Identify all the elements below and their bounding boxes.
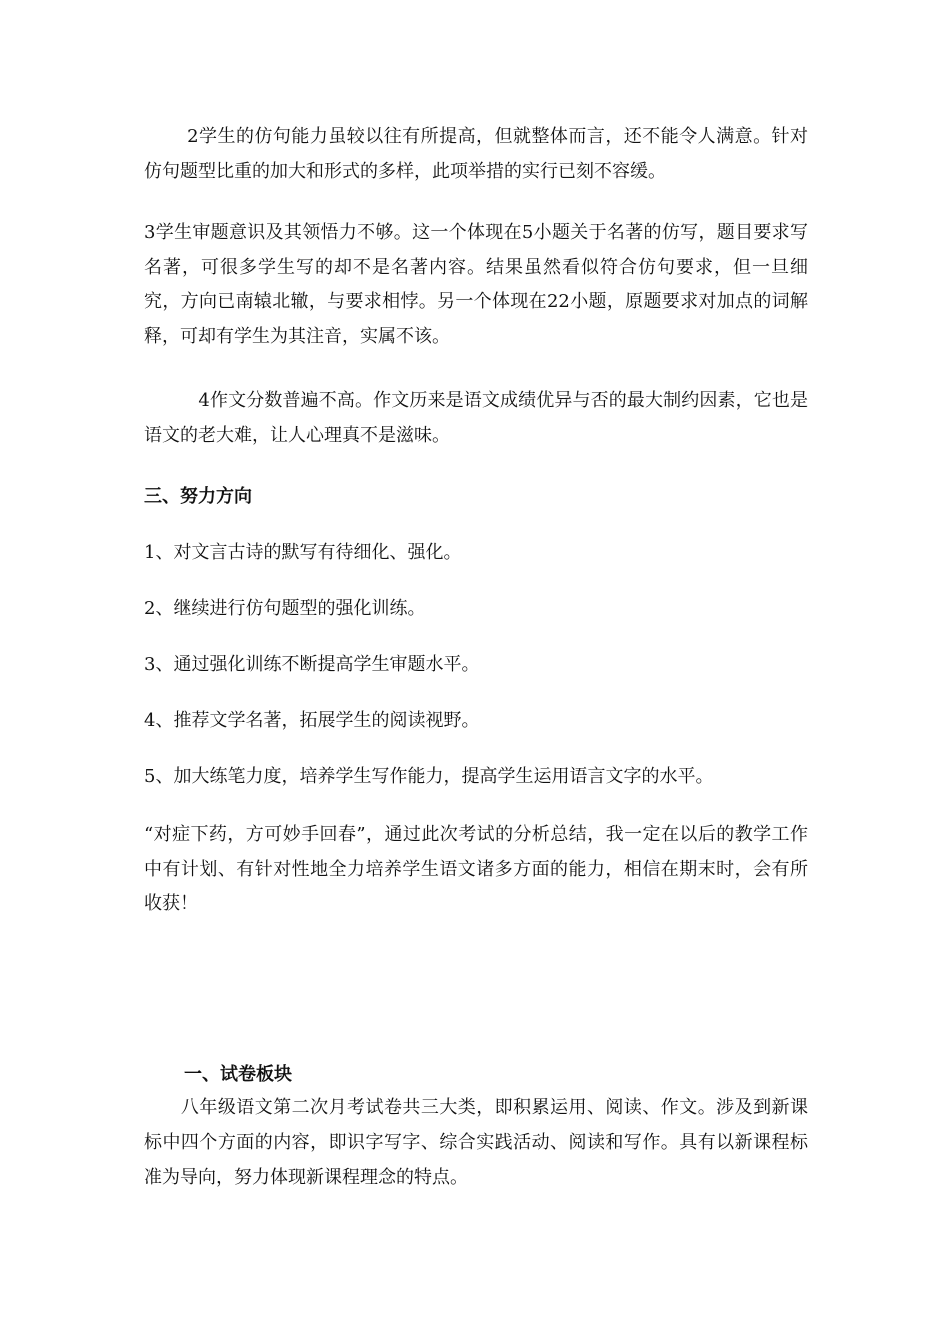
list-item: 3、通过强化训练不断提高学生审题水平。 bbox=[144, 654, 480, 675]
paragraph-imitation-ability: 2学生的仿句能力虽较以往有所提高，但就整体而言，还不能令人满意。针对仿句题型比重的加大和形式的多样，此项举措的实行已刻不容缓。 bbox=[144, 126, 808, 182]
list-item: 2、继续进行仿句题型的强化训练。 bbox=[144, 598, 426, 619]
paragraph-composition-scores: 4作文分数普遍不高。作文历来是语文成绩优异与否的最大制约因素，它也是语文的老大难，让人心理真不是滋味。 bbox=[144, 390, 808, 446]
list-item: 1、对文言古诗的默写有待细化、强化。 bbox=[144, 542, 462, 563]
paragraph-conclusion: “对症下药，方可妙手回春”，通过此次考试的分析总结，我一定在以后的教学工作中有计划、有针对性地全力培养学生语文诸多方面的能力，相信在期末时，会有所收获！ bbox=[144, 824, 808, 914]
paragraph-exam-paper-body: 八年级语文第二次月考试卷共三大类，即积累运用、阅读、作文。涉及到新课标中四个方面的内容，即识字写字、综合实践活动、阅读和写作。具有以新课程标准为导向，努力体现新课程理念的特点。 bbox=[144, 1097, 808, 1188]
section-heading-exam-paper: 一、试卷板块 bbox=[184, 1064, 292, 1085]
section-heading-effort-direction: 三、努力方向 bbox=[144, 486, 252, 507]
list-item: 4、推荐文学名著，拓展学生的阅读视野。 bbox=[144, 710, 480, 731]
list-item: 5、加大练笔力度，培养学生写作能力，提高学生运用语言文字的水平。 bbox=[144, 766, 714, 787]
paragraph-question-awareness: 3学生审题意识及其领悟力不够。这一个体现在5小题关于名著的仿写，题目要求写名著，可很多学生写的却不是名著内容。结果虽然看似符合仿句要求，但一旦细究，方向已南辕北辙，与要求相悖。另一个体现在22小题，原题要求对加点的词解释，可却有学生为其注音，实属不该。 bbox=[144, 222, 808, 347]
